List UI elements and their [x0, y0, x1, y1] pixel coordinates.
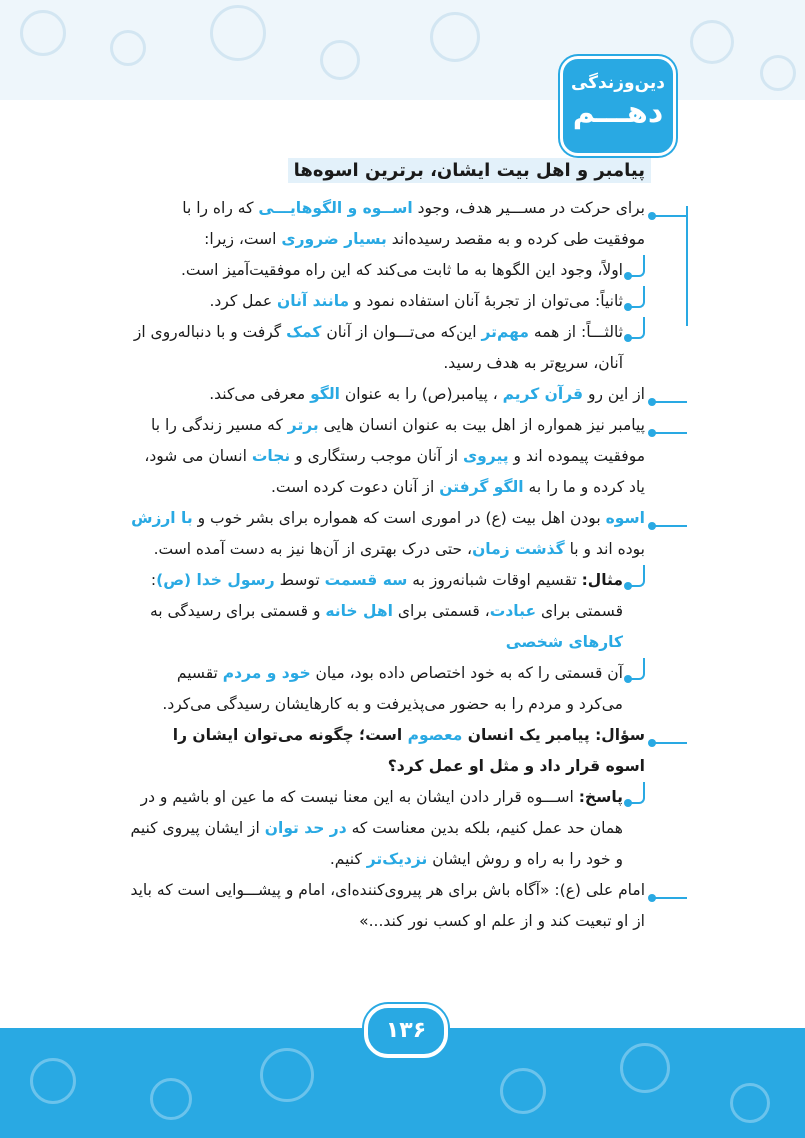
bullet-marker-icon: [653, 419, 687, 434]
bullet-marker-icon: [653, 884, 687, 899]
bullet-3: پیامبر نیز همواره از اهل بیت به عنوان انسان هایی برتر که مسیر زندگی را با موفقیت پیموده اند و پیروی از آنان موجب رستگاری و نجات انسان می شود، یاد کرده و ما را به الگو گرفتن از آنان دعوت کرده است.: [130, 410, 645, 503]
bullet-2: از این رو قرآن کریم ، پیامبر(ص) را به عنوان الگو معرفی می‌کند.: [130, 379, 645, 410]
sub-marker-icon: [629, 255, 645, 277]
example-point: مثال: تقسیم اوقات شبانه‌روز به سه قسمت توسط رسول خدا (ص): قسمتی برای عبادت، قسمتی برای اهل خانه و قسمتی برای رسیدگی به کارهای شخصی: [130, 565, 623, 658]
sub-marker-icon: [629, 658, 645, 680]
bullet-marker-icon: [653, 512, 687, 527]
sub-marker-icon: [629, 782, 645, 804]
series-label: دین‌وزندگی: [570, 73, 666, 93]
answer-point: پاسخ: اســـوه قرار دادن ایشان به این معنا نیست که ما عین او باشیم و در همان حد عمل کنیم، بلکه بدین معناست که در حد توان از ایشان پیروی کنیم و خود را به راه و روش ایشان نزدیک‌تر کنیم.: [130, 782, 623, 875]
sub-point-2: ثانیاً: می‌توان از تجربهٔ آنان استفاده نمود و مانند آنان عمل کرد.: [130, 286, 623, 317]
page-title: پیامبر و اهل بیت ایشان، برترین اسوه‌ها: [288, 158, 651, 183]
sub-marker-icon: [629, 286, 645, 308]
example-point-2: آن قسمتی را که به خود اختصاص داده بود، میان خود و مردم تقسیم می‌کرد و مردم را به حضور می‌پذیرفت و به کارهایشان رسیدگی می‌کرد.: [130, 658, 623, 720]
bullet-question: سؤال: پیامبر یک انسان معصوم است؛ چگونه می‌توان ایشان را اسوه قرار داد و مثل او عمل کرد؟: [130, 720, 645, 782]
bullet-marker-icon: [653, 388, 687, 403]
bullet-1: برای حرکت در مســـیر هدف، وجود اســوه و الگوهایـــی که راه را با موفقیت طی کرده و به مقصد رسیده‌اند بسیار ضروری است، زیرا:: [130, 193, 645, 255]
bullet-quote: امام علی (ع): «آگاه باش برای هر پیروی‌کننده‌ای، امام و پیشـــوایی است که باید از او تبعیت کند و از علم او کسب نور کند...»: [130, 875, 645, 937]
sub-marker-icon: [629, 565, 645, 587]
bullet-connector: [686, 206, 688, 326]
main-content: [130, 158, 645, 937]
grade-label: دهـــم: [572, 95, 664, 130]
sub-point-1: اولاً، وجود این الگوها به ما ثابت می‌کند که این راه موفقیت‌آمیز است.: [130, 255, 623, 286]
chapter-badge: [560, 56, 676, 156]
page-number: ۱۳۶: [364, 1004, 448, 1058]
bullet-marker-icon: [653, 202, 687, 217]
bullet-marker-icon: [653, 729, 687, 744]
bullet-4: اسوه بودن اهل بیت (ع) در اموری است که همواره برای بشر خوب و با ارزش بوده اند و با گذشت زمان، حتی درک بهتری از آن‌ها نیز به دست آمده است.: [130, 503, 645, 565]
sub-point-3: ثالثـــاً: از همه مهم‌تر این‌که می‌تـــوان از آنان کمک گرفت و با دنباله‌روی از آنان، سریع‌تر به هدف رسید.: [130, 317, 623, 379]
sub-marker-icon: [629, 317, 645, 339]
header-background: [0, 0, 805, 100]
